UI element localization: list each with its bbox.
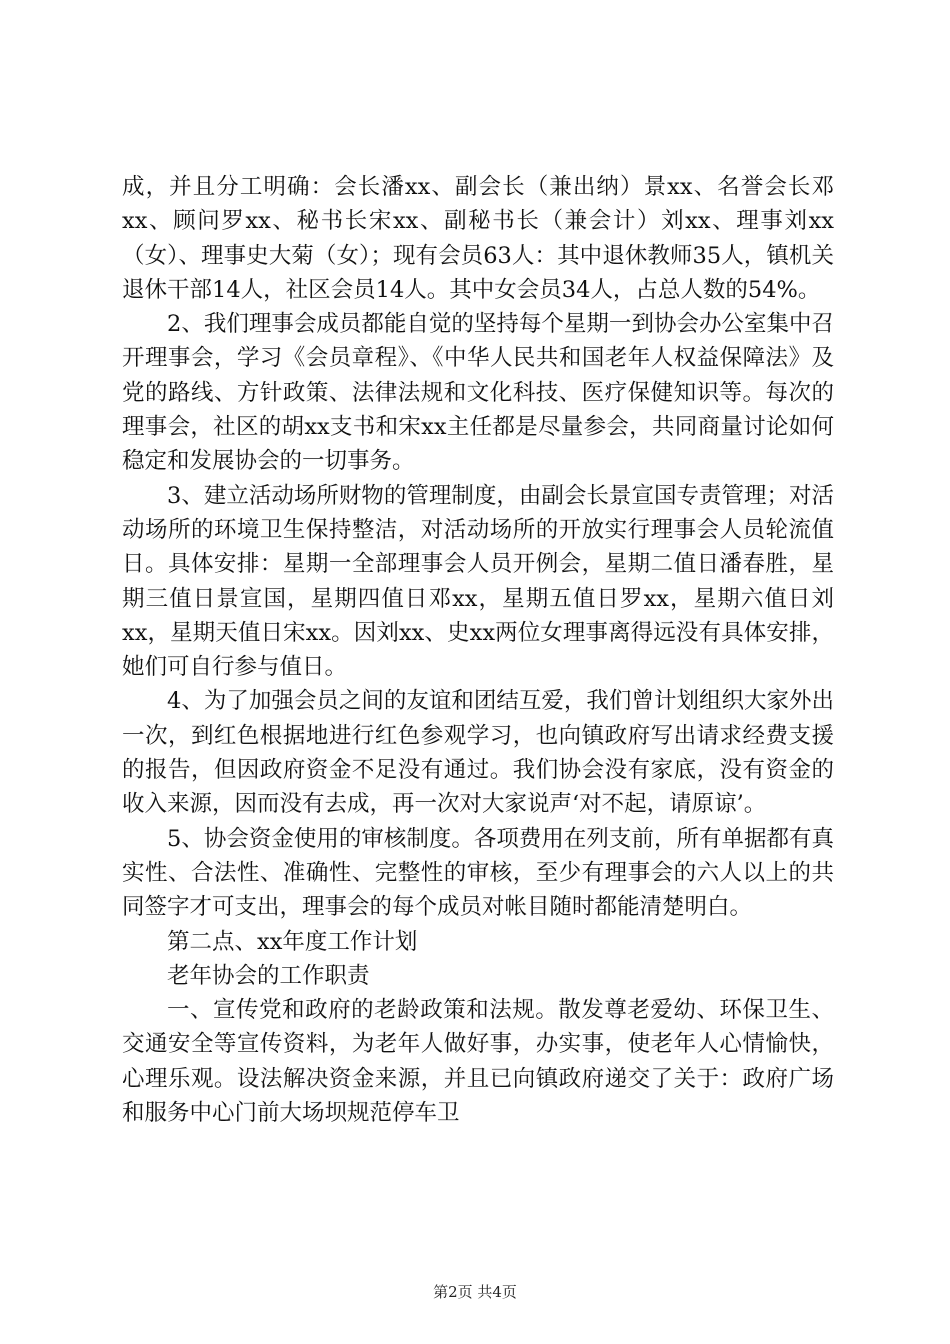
paragraph-item-4: 4、为了加强会员之间的友谊和团结互爱，我们曾计划组织大家外出一次，到红色根据地进行红色参观学习，也向镇政府写出请求经费支援的报告，但因政府资金不足没有通过。我们协会没有家底，没有资金的收入来源，因而没有去成，再一次对大家说声‘对不起，请原谅’。 [122,688,834,818]
subsection-heading-duties: 老年协会的工作职责 [167,962,370,989]
paragraph-item-3: 3、建立活动场所财物的管理制度，由副会长景宣国专责管理；对活动场所的环境卫生保持整洁，对活动场所的开放实行理事会人员轮流值日。具体安排：星期一全部理事会人员开例会，星期二值日潘春胜，星期三值日景宣国，星期四值日邓xx，星期五值日罗xx，星期六值日刘xx，星期天值日宋xx。因刘xx、史xx两位女理事离得远没有具体安排，她们可自行参与值日。 [122,482,834,681]
document-body [122,170,834,1130]
paragraph-duty-1: 一、宣传党和政府的老龄政策和法规。散发尊老爱幼、环保卫生、交通安全等宣传资料，为老年人做好事，办实事，使老年人心情愉快，心理乐观。设法解决资金来源，并且已向镇政府递交了关于：政府广场和服务中心门前大场坝规范停车卫 [122,997,834,1127]
section-heading-work-plan: 第二点、xx年度工作计划 [167,928,418,955]
paragraph-item-5: 5、协会资金使用的审核制度。各项费用在列支前，所有单据都有真实性、合法性、准确性、完整性的审核，至少有理事会的六人以上的共同签字才可支出，理事会的每个成员对帐目随时都能清楚明白。 [122,825,834,921]
paragraph-continuation: 成，并且分工明确：会长潘xx、副会长（兼出纳）景xx、名誉会长邓xx、顾问罗xx、秘书长宋xx、副秘书长（兼会计）刘xx、理事刘xx（女）、理事史大菊（女）；现有会员63人：其中退休教师35人，镇机关退休干部14人，社区会员14人。其中女会员34人，占总人数的54%。 [122,174,834,303]
page-footer: 第2页 共4页 [433,1283,517,1301]
paragraph-item-2: 2、我们理事会成员都能自觉的坚持每个星期一到协会办公室集中召开理事会，学习《会员章程》、《中华人民共和国老年人权益保障法》及党的路线、方针政策、法律法规和文化科技、医疗保健知识等。每次的理事会，社区的胡xx支书和宋xx主任都是尽量参会，共同商量讨论如何稳定和发展协会的一切事务。 [122,311,834,475]
